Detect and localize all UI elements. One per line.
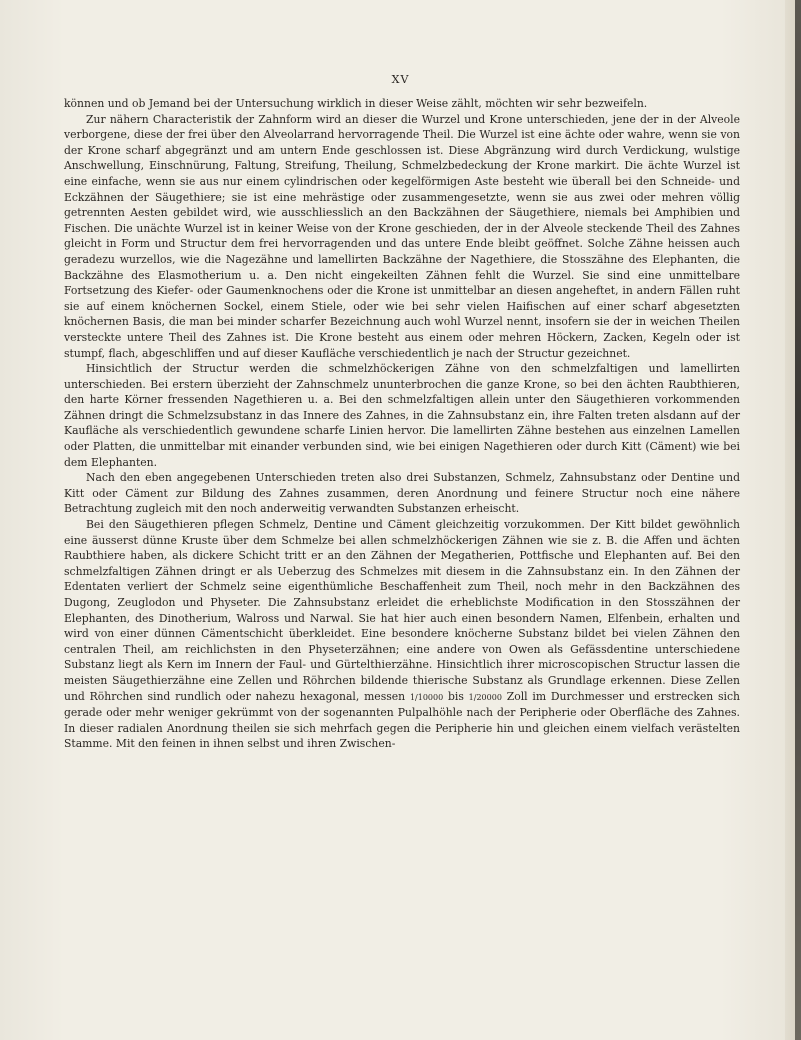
paragraph: Nach den eben angegebenen Unterschieden treten also drei Substanzen, Schmelz, Zahnsubstanz oder Dentine und Kitt oder Cäment zur Bildung des Zahnes zusammen, deren Anordnung und feinere Structur noch eine nähere Betrachtung zugleich mit den noch anderweitig verwandten Substanzen erheischt. [64,471,740,516]
paragraph: können und ob Jemand bei der Untersuchung wirklich in dieser Weise zählt, möchten wir sehr bezweifeln. [64,97,648,110]
fraction: 1/10000 [409,692,444,702]
page-number: XV [391,73,410,86]
fraction: 1/20000 [468,692,502,702]
paragraph: Zur nähern Characteristik der Zahnform wird an dieser die Wurzel und Krone unterschieden, jene der in der Alveole verborgene, diese der frei über den Alveolarrand hervorragende Theil. Die Wurzel ist eine ächte oder wahre, wenn sie von der Krone scharf abgegränzt und am untern Ende geschlossen ist. Diese Abgränzung wird durch Verdickung, wulstige Anschwellung, Einschnürung, Faltung, Streifung, Theilung, Schmelzbedeckung der Krone markirt. Die ächte Wurzel ist eine einfache, wenn sie aus nur einem cylindrischen oder kegelförmigen Aste besteht wie überall bei den Schneide- und Eckzähnen der Säugethiere; sie ist eine mehrästige oder zusammengesetzte, wenn sie aus zwei oder mehren völlig getrennten Aesten gebildet wird, wie ausschliesslich an den Backzähnen der Säugethiere, niemals bei Amphibien und Fischen. Die unächte Wurzel ist in keiner Weise von der Krone geschieden, der in der Alveole steckende Theil des Zahnes gleicht in Form und Structur dem frei hervorragenden und das untere Ende bleibt geöffnet. Solche Zähne heissen auch geradezu wurzellos, wie die Nagezähne und lamellirten Backzähne der Nagethiere, die Stosszähne des Elephanten, die Backzähne des Elasmotherium u. a. Den nicht eingekeilten Zähnen fehlt die Wurzel. Sie sind eine unmittelbare Fortsetzung des Kiefer- oder Gaumenknochens oder die Krone ist unmittelbar an diesen angeheftet, in andern Fällen ruht sie auf einem knöchernen Sockel, einem Stiele, oder wie bei sehr vielen Haifischen auf einer scharf abgesetzten knöchernen Basis, die man bei minder scharfer Bezeichnung auch wohl Wurzel nennt, insofern sie der in weichen Theilen versteckte untere Theil des Zahnes ist. Die Krone besteht aus einem oder mehren Höckern, Zacken, Kegeln oder ist stumpf, flach, abgeschliffen und auf dieser Kaufläche verschiedentlich je nach der Structur gezeichnet. [64,112,740,360]
paragraph: Hinsichtlich der Structur werden die schmelzhöckerigen Zähne von den schmelzfaltigen und lamellirten unterschieden. Bei erstern überzieht der Zahnschmelz ununterbrochen die ganze Krone, so bei den ächten Raubthieren, den harte Körner fressenden Nagethieren u. a. Bei den schmelzfaltigen allein unter den Säugethieren vorkommenden Zähnen dringt die Schmelzsubstanz in das Innere des Zahnes, in die Zahnsubstanz ein, ihre Falten treten alsdann auf der Kaufläche als verschiedentlich gewundene scharfe Linien hervor. Die lamellirten Zähne bestehen aus einzelnen Lamellen oder Platten, die unmittelbar mit einander verbunden sind, wie bei einigen Nagethieren oder durch Kitt (Cäment) wie bei dem Elephanten. [64,362,740,469]
paragraph-text: Bei den Säugethieren pflegen Schmelz, Dentine und Cäment gleichzeitig vorzukommen. Der Kitt bildet gewöhnlich eine äusserst dünne Kruste über dem Schmelze bei allen schmelzhöckerigen Zähnen wie sie z. B. die Affen und ächten Raubthiere haben, als dickere Schicht tritt er an den Zähnen der Megatherien, Pottfische und Elephanten auf. Bei den schmelzfaltigen Zähnen dringt er als Ueberzug des Schmelzes mit diesem in die Zahnsubstanz ein. In den Zähnen der Edentaten verliert der Schmelz seine eigenthümliche Beschaffenheit zum Theil, noch mehr in den Backzähnen des Dugong, Zeuglodon und Physeter. Die Zahnsubstanz erleidet die erheblichste Modification in den Stosszähnen der Elephanten, des Dinotherium, Walross und Narwal. Sie hat hier auch einen besondern Namen, Elfenbein, erhalten und wird von einer dünnen Cämentschicht überkleidet. Eine besondere knöcherne Substanz bildet bei vielen Zähnen den centralen Theil, am reichlichsten in den Physeterzähnen; eine andere von Owen als Gefässdentine unterschiedene Substanz liegt als Kern im Innern der Faul- und Gürtelthierzähne. Hinsichtlich ihrer microscopischen Structur lassen die meisten Säugethierzähne eine Zellen und Röhrchen bildende thierische Substanz als Grundlage erkennen. Diese Zellen und Röhrchen sind rundlich oder nahezu hexagonal, messen [64,518,740,703]
body-text [64,96,740,752]
paragraph-text: bis [447,689,464,703]
paragraph-text: Zoll im Durchmesser und erstrecken sich gerade oder mehr weniger gekrümmt von der sogenannten Pulpalhöhle nach der Peripherie oder Oberfläche des Zahnes. In dieser radialen Anordnung theilen sie sich mehrfach gegen die Peripherie hin und gleichen einem vielfach verästelten Stamme. Mit den feinen in ihnen selbst und ihren Zwischen- [64,689,741,751]
paragraph [64,517,740,752]
scan-border [795,0,801,1040]
